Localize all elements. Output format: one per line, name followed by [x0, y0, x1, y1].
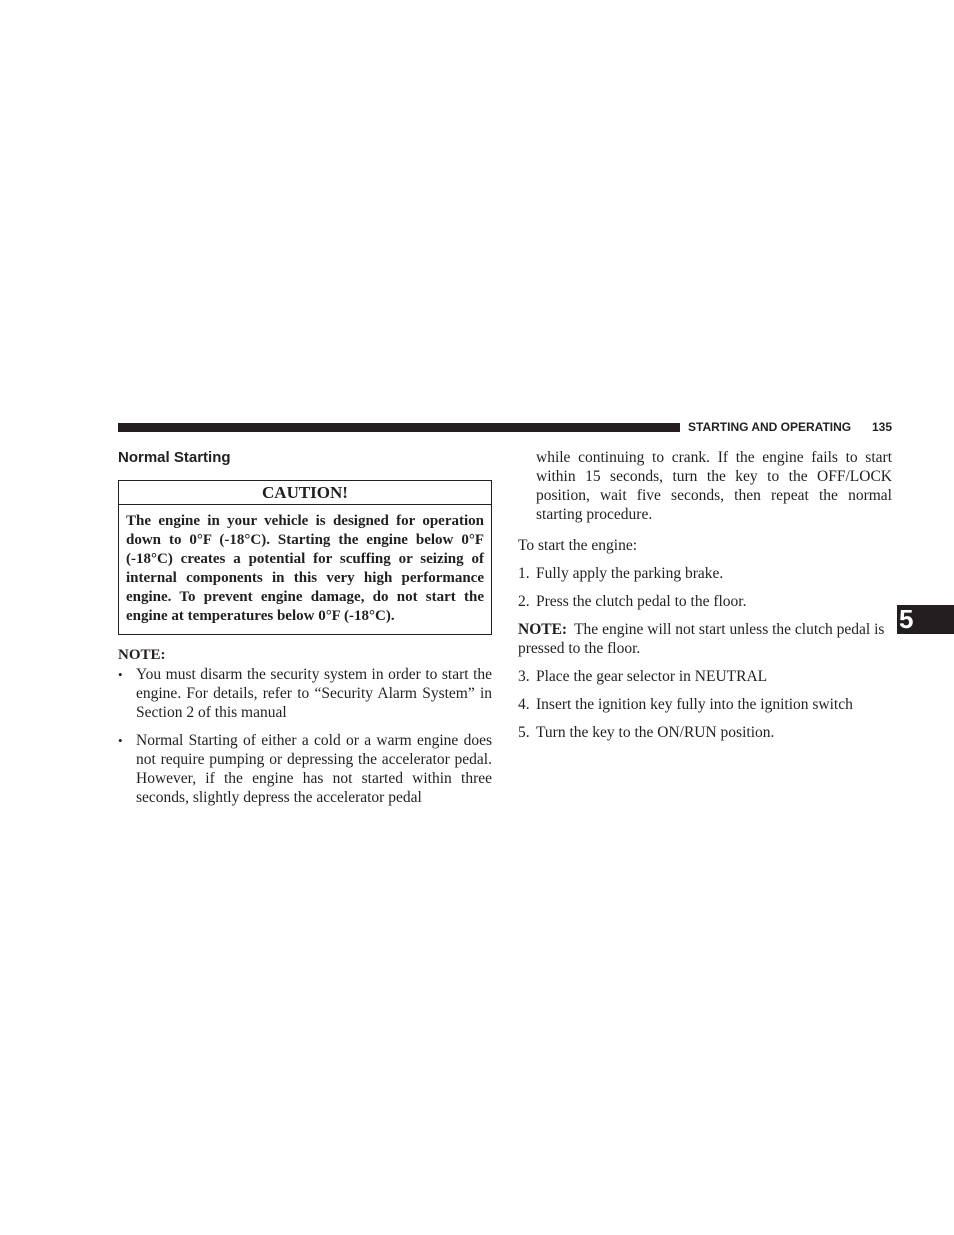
step-text: Insert the ignition key fully into the ignition switch [536, 696, 853, 713]
caution-box [118, 480, 492, 635]
procedure-step [518, 667, 892, 686]
note-label: NOTE: [518, 621, 568, 638]
page-number: 135 [871, 420, 892, 434]
note-text: The engine will not start unless the clutch pedal is pressed to the floor. [518, 621, 885, 657]
step-text: Turn the key to the ON/RUN position. [536, 724, 775, 741]
procedure-step [518, 695, 892, 714]
caution-body: The engine in your vehicle is designed for operation down to 0°F (-18°C). Starting the engine below 0°F (-18°C) creates a potential for scuffing or seizing of internal components in this very high performance engine. To prevent engine damage, do not start the engine at temperatures below 0°F (-18°C). [126, 513, 484, 624]
chapter-tab [897, 605, 954, 634]
bullet-icon: • [118, 667, 123, 682]
procedure-step [518, 592, 892, 611]
left-column [118, 448, 492, 807]
procedure-step [518, 723, 892, 742]
section-title: STARTING AND OPERATING [688, 420, 852, 434]
procedure-intro: To start the engine: [518, 537, 638, 554]
bullet-continuation: while continuing to crank. If the engine fails to start within 15 seconds, turn the key to the OFF/LOCK position, wait five seconds, then repeat the normal starting procedure. [536, 449, 892, 523]
step-number: 1. [518, 565, 530, 582]
step-text: Press the clutch pedal to the floor. [536, 593, 747, 610]
procedure-step [518, 564, 892, 583]
bullet-icon: • [118, 733, 123, 748]
step-text: Fully apply the parking brake. [536, 565, 724, 582]
caution-title: CAUTION! [119, 481, 491, 505]
note-heading: NOTE: [118, 647, 166, 663]
list-item-text: Normal Starting of either a cold or a warm engine does not require pumping or depressing the accelerator pedal. However, if the engine has not started within three seconds, slightly depress the accelerator pedal [136, 732, 492, 806]
running-header [688, 420, 892, 434]
right-column [518, 448, 892, 742]
chapter-tab-label: 5 [899, 604, 914, 634]
step-number: 2. [518, 593, 530, 610]
note-list [118, 665, 492, 807]
step-text: Place the gear selector in NEUTRAL [536, 668, 768, 685]
step-number: 5. [518, 724, 530, 741]
list-item [118, 731, 492, 807]
step-number: 3. [518, 668, 530, 685]
clutch-note [518, 620, 892, 658]
list-item-text: You must disarm the security system in order to start the engine. For details, refer to “Security Alarm System” in Section 2 of this manual [136, 666, 492, 721]
header-rule [118, 423, 680, 432]
step-number: 4. [518, 696, 530, 713]
list-item [118, 665, 492, 722]
section-heading: Normal Starting [118, 449, 231, 466]
